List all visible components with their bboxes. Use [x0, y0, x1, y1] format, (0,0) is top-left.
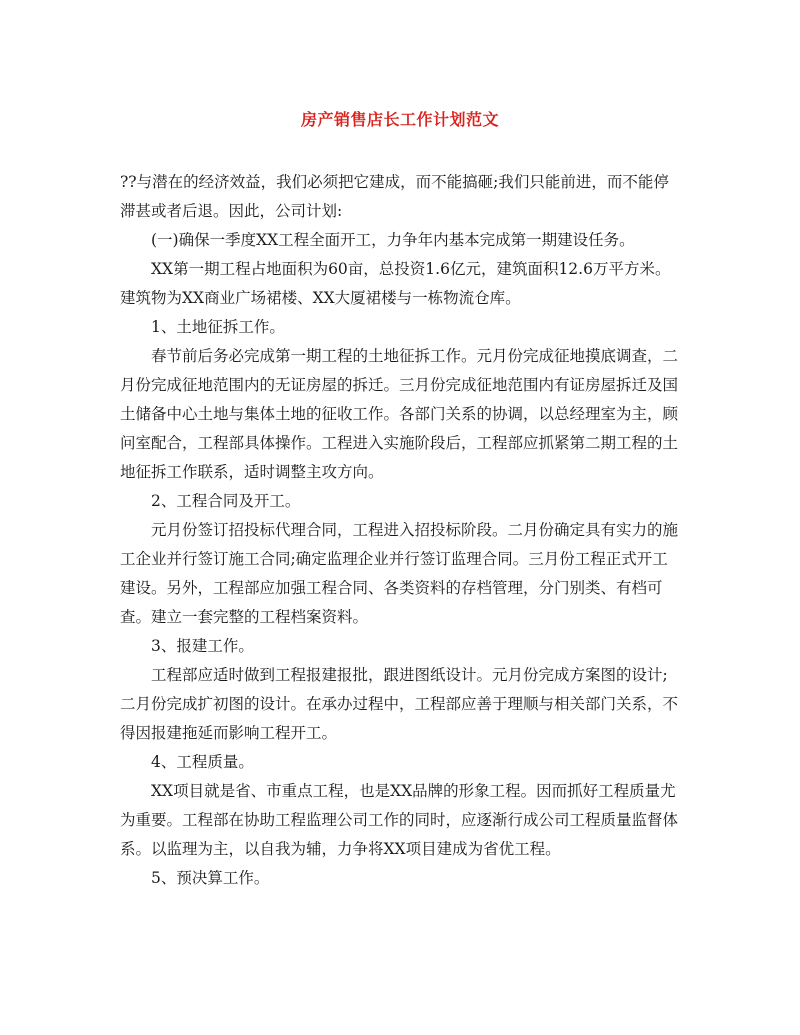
paragraph-goal: (一)确保一季度XX工程全面开工，力争年内基本完成第一期建设任务。 [151, 231, 635, 249]
paragraph-intro: ??与潜在的经济效益，我们必须把它建成，而不能搞砸;我们只能前进，而不能停滞甚或者后退。因此，公司计划: [120, 173, 669, 220]
section-heading-land: 1、土地征拆工作。 [151, 318, 285, 336]
document-body [120, 168, 680, 893]
section-heading-quality: 4、工程质量。 [151, 753, 254, 771]
paragraph-land: 春节前后务必完成第一期工程的土地征拆工作。元月份完成征地摸底调查，二月份完成征地范围内的无证房屋的拆迁。三月份完成征地范围内有证房屋拆迁及国土储备中心土地与集体土地的征收工作。各部门关系的协调，以总经理室为主，顾问室配合，工程部具体操作。工程进入实施阶段后，工程部应抓紧第二期工程的土地征拆工作联系，适时调整主攻方向。 [120, 347, 679, 481]
paragraph-contract: 元月份签订招投标代理合同，工程进入招投标阶段。二月份确定具有实力的施工企业并行签订施工合同;确定监理企业并行签订监理合同。三月份工程正式开工建设。另外，工程部应加强工程合同、各类资料的存档管理，分门别类、有档可查。建立一套完整的工程档案资料。 [120, 521, 679, 626]
document-title: 房产销售店长工作计划范文 [300, 110, 499, 129]
paragraph-permit: 工程部应适时做到工程报建报批，跟进图纸设计。元月份完成方案图的设计;二月份完成扩初图的设计。在承办过程中，工程部应善于理顺与相关部门关系，不得因报建拖延而影响工程开工。 [120, 666, 679, 742]
section-heading-contract: 2、工程合同及开工。 [151, 492, 301, 510]
paragraph-project-overview: XX第一期工程占地面积为60亩，总投资1.6亿元，建筑面积12.6万平方米。建筑物为XX商业广场裙楼、XX大厦裙楼与一栋物流仓库。 [120, 260, 671, 307]
section-heading-permit: 3、报建工作。 [151, 637, 254, 655]
paragraph-quality: XX项目就是省、市重点工程，也是XX品牌的形象工程。因而抓好工程质量尤为重要。工程部在协助工程监理公司工作的同时，应逐渐行成公司工程质量监督体系。以监理为主，以自我为辅，力争将XX项目建成为省优工程。 [120, 782, 679, 858]
section-heading-budget: 5、预决算工作。 [151, 869, 270, 887]
